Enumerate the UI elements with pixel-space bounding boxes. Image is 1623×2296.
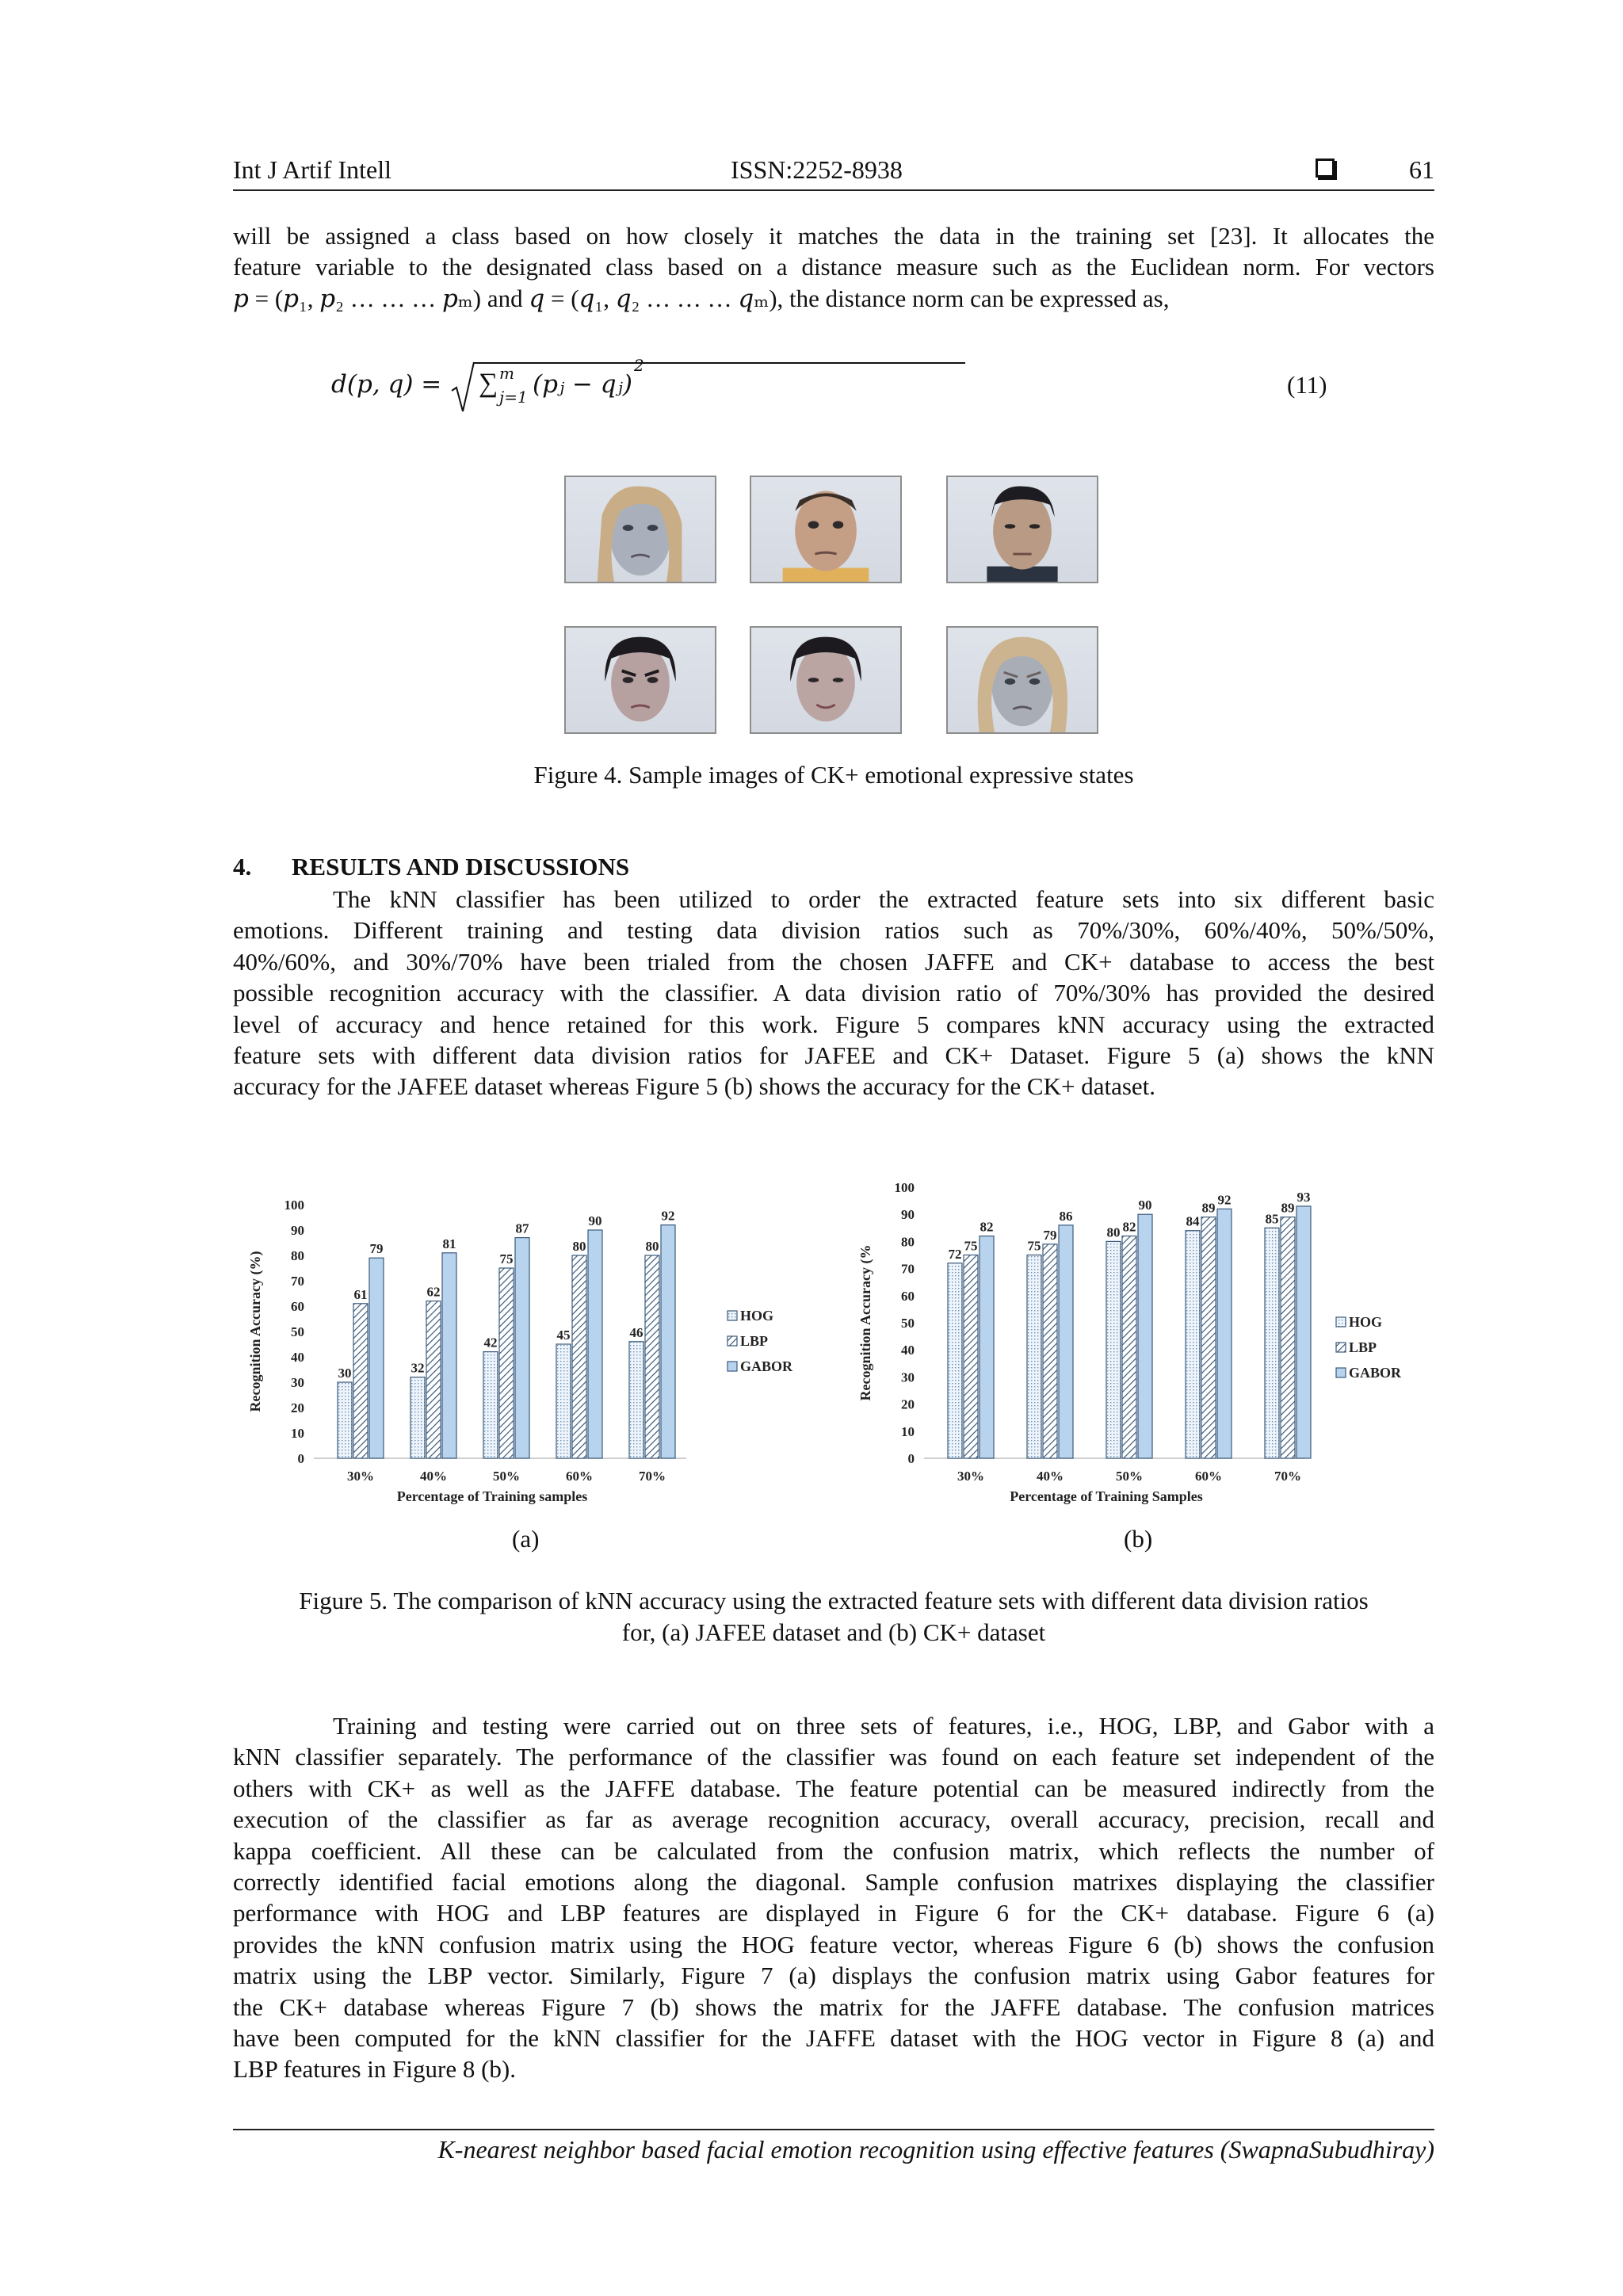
page-number: 61 <box>1409 155 1434 184</box>
bar-gabor <box>1138 1214 1152 1458</box>
data-label: 87 <box>515 1221 529 1236</box>
x-tick-label: 30% <box>347 1469 374 1484</box>
x-axis-label: Percentage of Training Samples <box>1010 1488 1203 1504</box>
bar-gabor <box>369 1258 384 1458</box>
text-line: The kNN classifier has been utilized to order the extracted feature sets into six different basic <box>333 885 1434 913</box>
bar-gabor <box>1217 1209 1232 1458</box>
data-label: 89 <box>1201 1200 1216 1216</box>
text-line: have been computed for the kNN classifier for the JAFFE dataset with the HOG vector in Figure 8 (a) and <box>233 2024 1434 2053</box>
data-label: 46 <box>629 1324 643 1340</box>
data-label: 45 <box>556 1328 571 1343</box>
data-label: 79 <box>1043 1227 1057 1243</box>
x-tick-label: 30% <box>957 1469 984 1484</box>
data-label: 86 <box>1059 1208 1073 1224</box>
bar-gabor <box>515 1238 529 1458</box>
data-label: 90 <box>1138 1198 1152 1213</box>
legend-label: GABOR <box>1349 1365 1402 1381</box>
text-line: 𝑝 = (𝑝₁, 𝑝₂ … … … 𝑝ₘ) and 𝑞 = (𝑞₁, 𝑞₂ … … … 𝑞ₘ), the distance norm can be expressed as, <box>233 284 1170 312</box>
y-tick-label: 50 <box>901 1316 915 1331</box>
text-line: level of accuracy and hence retained for this work. Figure 5 compares kNN accuracy using the extracted <box>233 1010 1434 1038</box>
bar-hog <box>483 1352 498 1458</box>
x-tick-label: 40% <box>1037 1469 1064 1484</box>
figure5-caption-line2: for, (a) JAFEE dataset and (b) CK+ dataset <box>621 1618 1046 1646</box>
y-tick-label: 0 <box>297 1451 304 1466</box>
y-tick-label: 90 <box>291 1223 304 1238</box>
bar-gabor <box>980 1236 994 1458</box>
text-line: Training and testing were carried out on three sets of features, i.e., HOG, LBP, and Gabor with a <box>333 1712 1434 1740</box>
y-tick-label: 100 <box>894 1180 915 1195</box>
equation-body: (𝑝ⱼ − 𝑞ⱼ) <box>533 370 632 399</box>
y-tick-label: 60 <box>291 1299 304 1314</box>
sum-sign: ∑ <box>479 369 498 398</box>
data-label: 75 <box>499 1251 514 1266</box>
sample-face-image <box>946 476 1098 583</box>
data-label: 82 <box>1122 1219 1136 1235</box>
sum-lower: 𝑗=1 <box>499 388 528 407</box>
bar-lbp <box>572 1255 586 1458</box>
x-tick-label: 50% <box>1116 1469 1143 1484</box>
bar-gabor <box>661 1225 675 1458</box>
data-label: 92 <box>661 1208 675 1224</box>
bar-lbp <box>1201 1217 1216 1458</box>
x-tick-label: 70% <box>639 1469 666 1484</box>
y-tick-label: 30 <box>291 1375 304 1390</box>
data-label: 80 <box>645 1239 659 1254</box>
legend-swatch <box>727 1362 737 1371</box>
equation-number: (11) <box>1287 371 1327 399</box>
y-tick-label: 20 <box>901 1396 915 1412</box>
bar-hog <box>1106 1241 1121 1458</box>
sample-face-image <box>750 626 902 734</box>
y-tick-label: 70 <box>901 1261 915 1277</box>
text-line: emotions. Different training and testing data division ratios such as 70%/30%, 60%/40%, 50%/50%, <box>233 916 1434 945</box>
bar-lbp <box>353 1304 368 1458</box>
data-label: 90 <box>588 1213 602 1228</box>
text-line: performance with HOG and LBP features are displayed in Figure 6 for the CK+ database. Figure 6 (a) <box>233 1899 1434 1927</box>
bar-hog <box>1265 1228 1279 1458</box>
data-label: 82 <box>980 1219 994 1235</box>
figure5-caption-line1: Figure 5. The comparison of kNN accuracy using the extracted feature sets with different data division ratios <box>299 1587 1369 1614</box>
equation-power: 2 <box>634 356 644 375</box>
data-label: 72 <box>948 1246 962 1262</box>
chart-a <box>242 1173 821 1530</box>
legend-label: HOG <box>740 1308 774 1324</box>
data-label: 92 <box>1217 1192 1232 1208</box>
x-tick-label: 60% <box>1195 1469 1222 1484</box>
y-tick-label: 100 <box>284 1198 304 1213</box>
data-label: 85 <box>1265 1211 1279 1227</box>
bar-gabor <box>588 1230 602 1458</box>
text-line: kappa coefficient. All these can be calculated from the confusion matrix, which reflects the number of <box>233 1836 1434 1865</box>
y-tick-label: 10 <box>901 1423 915 1439</box>
equation-lhs: 𝑑(𝑝, 𝑞) = <box>331 370 442 399</box>
training-paragraph <box>233 1710 1434 2085</box>
figure4-caption: Figure 4. Sample images of CK+ emotional expressive states <box>533 761 1134 789</box>
sum-upper: 𝑚 <box>499 364 514 383</box>
y-axis-label: Recognition Accuracy (% <box>857 1244 873 1401</box>
legend-swatch <box>1336 1343 1346 1352</box>
y-tick-label: 80 <box>901 1234 915 1250</box>
section-number: 4. <box>233 853 252 881</box>
text-line: correctly identified facial emotions along the diagonal. Sample confusion matrixes displaying the classifier <box>233 1868 1434 1897</box>
results-paragraph <box>233 884 1434 1102</box>
text-line: provides the kNN confusion matrix using the HOG feature vector, whereas Figure 6 (b) shows the confusion <box>233 1930 1434 1958</box>
sample-face-image <box>750 476 902 583</box>
y-tick-label: 40 <box>291 1350 304 1365</box>
section-title: RESULTS AND DISCUSSIONS <box>292 853 630 881</box>
text-line: matrix using the LBP vector. Similarly, Figure 7 (a) displays the confusion matrix using Gabor features for <box>233 1962 1434 1990</box>
bar-lbp <box>1281 1217 1295 1458</box>
y-tick-label: 70 <box>291 1274 304 1289</box>
sample-face-image <box>564 626 716 734</box>
sample-face-image <box>946 626 1098 734</box>
text-line: LBP features in Figure 8 (b). <box>233 2055 516 2084</box>
text-line: execution of the classifier as far as average recognition accuracy, overall accuracy, precision, recall and <box>233 1805 1434 1834</box>
data-label: 61 <box>353 1286 368 1302</box>
data-label: 80 <box>572 1239 586 1254</box>
sample-face-image <box>564 476 716 583</box>
y-tick-label: 90 <box>901 1207 915 1223</box>
issn: ISSN:2252-8938 <box>731 155 903 184</box>
legend-label: LBP <box>1349 1339 1377 1355</box>
bar-lbp <box>645 1255 659 1458</box>
data-label: 93 <box>1296 1189 1311 1205</box>
text-line: accuracy for the JAFEE dataset whereas Figure 5 (b) shows the accuracy for the CK+ dataset. <box>233 1072 1156 1101</box>
intro-paragraph <box>233 220 1434 314</box>
text-line: will be assigned a class based on how closely it matches the data in the training set [23]. It allocates the <box>233 222 1434 250</box>
header-rule <box>233 189 1434 191</box>
bar-hog <box>1027 1255 1041 1459</box>
legend-label: GABOR <box>740 1358 793 1374</box>
bar-lbp <box>1043 1244 1057 1458</box>
data-label: 75 <box>1027 1238 1041 1254</box>
footer-text: K-nearest neighbor based facial emotion recognition using effective features (SwapnaSubudhiray) <box>437 2135 1434 2164</box>
data-label: 81 <box>442 1236 456 1251</box>
text-line: others with CK+ as well as the JAFFE database. The feature potential can be measured indirectly from the <box>233 1774 1434 1802</box>
square-box-icon <box>1316 159 1335 178</box>
y-tick-label: 0 <box>907 1451 915 1466</box>
bar-lbp <box>964 1255 978 1459</box>
y-axis-label: Recognition Accuracy (%) <box>247 1251 263 1412</box>
sqrt-bar <box>474 362 965 364</box>
data-label: 62 <box>426 1284 441 1300</box>
data-label: 75 <box>964 1238 978 1254</box>
y-tick-label: 40 <box>901 1343 915 1358</box>
x-tick-label: 70% <box>1274 1469 1301 1484</box>
data-label: 32 <box>411 1360 425 1376</box>
bar-hog <box>338 1382 352 1458</box>
text-line: kNN classifier separately. The performance of the classifier was found on each feature set independent of the <box>233 1743 1434 1771</box>
bar-lbp <box>426 1301 441 1458</box>
bar-hog <box>556 1344 571 1458</box>
chart-b <box>853 1163 1439 1530</box>
bar-gabor <box>1296 1206 1311 1458</box>
bar-hog <box>629 1342 643 1458</box>
y-tick-label: 20 <box>291 1400 304 1415</box>
text-line: feature sets with different data division ratios for JAFEE and CK+ Dataset. Figure 5 (a) shows the kNN <box>233 1041 1434 1070</box>
legend-swatch <box>727 1311 737 1320</box>
y-tick-label: 60 <box>901 1288 915 1304</box>
x-axis-label: Percentage of Training samples <box>396 1488 588 1504</box>
data-label: 84 <box>1186 1213 1200 1229</box>
data-label: 79 <box>369 1241 384 1257</box>
data-label: 30 <box>338 1366 352 1381</box>
bar-hog <box>948 1263 962 1458</box>
sqrt-sign-icon <box>450 361 475 416</box>
legend-label: HOG <box>1349 1314 1383 1330</box>
x-tick-label: 60% <box>566 1469 593 1484</box>
bar-lbp <box>1122 1236 1136 1458</box>
x-tick-label: 40% <box>420 1469 447 1484</box>
legend-label: LBP <box>740 1333 769 1349</box>
panel-b-label: (b) <box>1124 1525 1153 1553</box>
y-tick-label: 10 <box>291 1426 304 1441</box>
y-tick-label: 50 <box>291 1324 304 1339</box>
bar-hog <box>1186 1231 1200 1458</box>
text-line: the CK+ database whereas Figure 7 (b) shows the matrix for the JAFFE database. The confusion matrices <box>233 1992 1434 2021</box>
bar-lbp <box>499 1268 514 1458</box>
text-line: feature variable to the designated class based on a distance measure such as the Euclidean norm. For vectors <box>233 253 1434 281</box>
x-tick-label: 50% <box>493 1469 520 1484</box>
bar-hog <box>411 1377 425 1458</box>
text-line: possible recognition accuracy with the classifier. A data division ratio of 70%/30% has provided the desired <box>233 979 1434 1007</box>
y-tick-label: 80 <box>291 1248 304 1263</box>
legend-swatch <box>1336 1368 1346 1377</box>
panel-a-label: (a) <box>512 1525 540 1553</box>
journal-name: Int J Artif Intell <box>233 155 391 184</box>
legend-swatch <box>1336 1317 1346 1327</box>
footer-rule <box>233 2129 1434 2130</box>
text-line: 40%/60%, and 30%/70% have been trialed from the chosen JAFFE and CK+ database to access the best <box>233 947 1434 976</box>
data-label: 89 <box>1281 1200 1295 1216</box>
legend-swatch <box>727 1336 737 1346</box>
y-tick-label: 30 <box>901 1370 915 1385</box>
bar-gabor <box>442 1253 456 1458</box>
data-label: 42 <box>483 1335 498 1350</box>
bar-gabor <box>1059 1225 1073 1458</box>
data-label: 80 <box>1106 1224 1121 1240</box>
